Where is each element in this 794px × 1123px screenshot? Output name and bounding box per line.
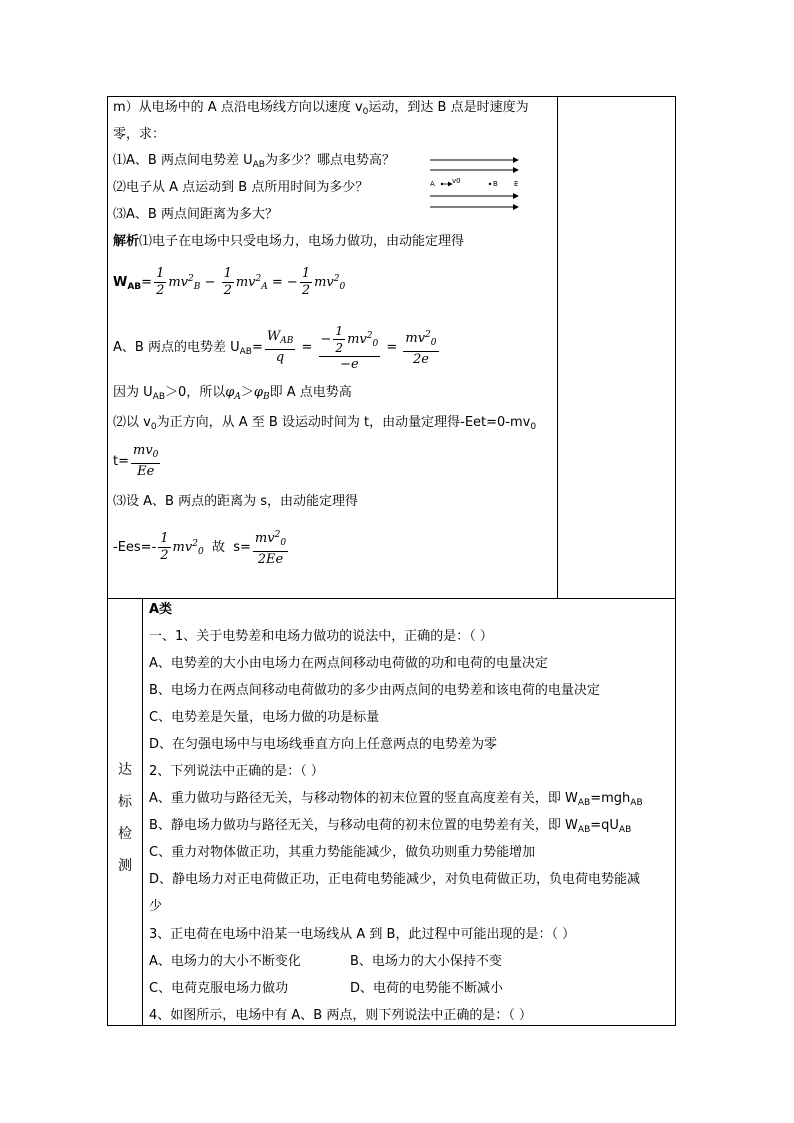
test-q2-option-d-line-2: 少 (149, 899, 163, 914)
table-right-border (675, 96, 676, 1026)
test-q2-option-c: C、重力对物体做正功，其重力势能能减少，做负功则重力势能增加 (149, 845, 536, 860)
test-q1-option-d: D、在匀强电场中与电场线垂直方向上任意两点的电势差为零 (149, 737, 498, 752)
table-inner-right-border-top (557, 96, 558, 599)
test-q1-option-a: A、电势差的大小由电场力在两点间移动电荷做的功和电荷的电量决定 (149, 656, 548, 671)
test-q1-option-c: C、电势差是矢量，电场力做的功是标量 (149, 710, 380, 725)
intro-line-2: 零，求： (113, 127, 166, 142)
question-2: ⑵电子从 A 点运动到 B 点所用时间为多少？ (113, 180, 369, 195)
table-bottom-border (107, 1025, 675, 1026)
table-middle-border (107, 598, 675, 599)
side-label-char-2: 标 (118, 794, 132, 810)
work-equation: $W_{AB}=$ $\frac{1}{2}$ $mv^2_B$ − $\frac{1}{2}$ $mv^2_A$ = − $\frac{1}{2}$ $mv^2_0$ (113, 266, 346, 298)
section-title: A类 (149, 602, 173, 617)
point-b-label: B (493, 180, 498, 188)
potential-comparison: 因为 $U_{AB}>0$，所以$\varphi_A>\varphi_B$即 A 点电势高 (113, 385, 352, 402)
question-3: ⑶A、B 两点间距离为多大？ (113, 207, 278, 222)
point-a-label: A (430, 180, 435, 188)
solution-line-2: ⑵以 $v_0$为正方向，从 A 至 B 设运动时间为 t，由动量定理得$-Eet=0-mv_0$ (113, 415, 537, 432)
intro-line-1: m）从电场中的 A 点沿电场线方向以速度 $v_0$运动，到达 B 点是时速度为 (113, 100, 529, 117)
v0-label: v0 (452, 177, 461, 185)
solution-line-1: 解析⑴电子在电场中只受电场力，电场力做功，由动能定理得 (113, 234, 465, 249)
table-top-border (107, 96, 675, 97)
side-label-char-3: 检 (118, 826, 132, 842)
electric-field-figure (428, 152, 523, 214)
side-label-char-4: 测 (118, 858, 132, 874)
test-q4-title: 4、如图所示，电场中有 A、B 两点，则下列说法中正确的是：（ ） (149, 1008, 532, 1023)
table-left-border (107, 96, 108, 1026)
test-q1-option-b: B、电场力在两点间移动电荷做功的多少由两点间的电势差和该电荷的电量决定 (149, 683, 600, 698)
test-q3-option-d: D、电荷的电势能不断减小 (350, 981, 504, 996)
test-q1-title: 一、1、关于电势差和电场力做功的说法中，正确的是：（ ） (149, 629, 493, 644)
test-q2-title: 2、下列说法中正确的是：（ ） (149, 764, 324, 779)
field-e-label: E (514, 180, 519, 188)
side-label-char-1: 达 (118, 762, 132, 778)
table-side-label-border (142, 598, 143, 1026)
test-q3-option-a: A、电场力的大小不断变化 (149, 954, 301, 969)
time-equation: t= $\frac{mv_0}{Ee}$ (113, 443, 159, 479)
test-q3-title: 3、正电荷在电场中沿某一电场线从 A 到 B，此过程中可能出现的是：（ ） (149, 927, 576, 942)
point-b-dot (489, 183, 491, 185)
test-q3-option-b: B、电场力的大小保持不变 (350, 954, 502, 969)
test-q2-option-d-line-1: D、静电场力对正电荷做正功，正电荷电势能减少，对负电荷做正功，负电荷电势能减 (149, 872, 641, 887)
test-q2-option-a: A、重力做功与路径无关，与移动物体的初末位置的竖直高度差有关，即 $W_{AB}=mgh_{AB}$ (149, 791, 643, 808)
solution-line-3: ⑶设 A、B 两点的距离为 s，由动能定理得 (113, 494, 358, 509)
test-q2-option-b: B、静电场力做功与路径无关，与移动电荷的初末位置的电势差有关，即 $W_{AB}=qU_{AB}$ (149, 818, 632, 835)
distance-equation: -Ees=- $\frac{1}{2}$ $mv^2_0$ 故 s= $\frac{mv^2_0}{2Ee}$ (113, 522, 290, 574)
test-q3-option-c: C、电荷克服电场力做功 (149, 981, 289, 996)
potential-difference-equation: A、B 两点的电势差 $U_{AB}=$ $\frac{W_{AB}}{q}$ = − $\frac{1}{2}$ $mv^2_0$ −e = $\frac{mv^2_0}{2e}$ (113, 323, 437, 372)
question-1: ⑴A、B 两点间电势差 $U_{AB}$为多少？哪点电势高？ (113, 153, 395, 170)
